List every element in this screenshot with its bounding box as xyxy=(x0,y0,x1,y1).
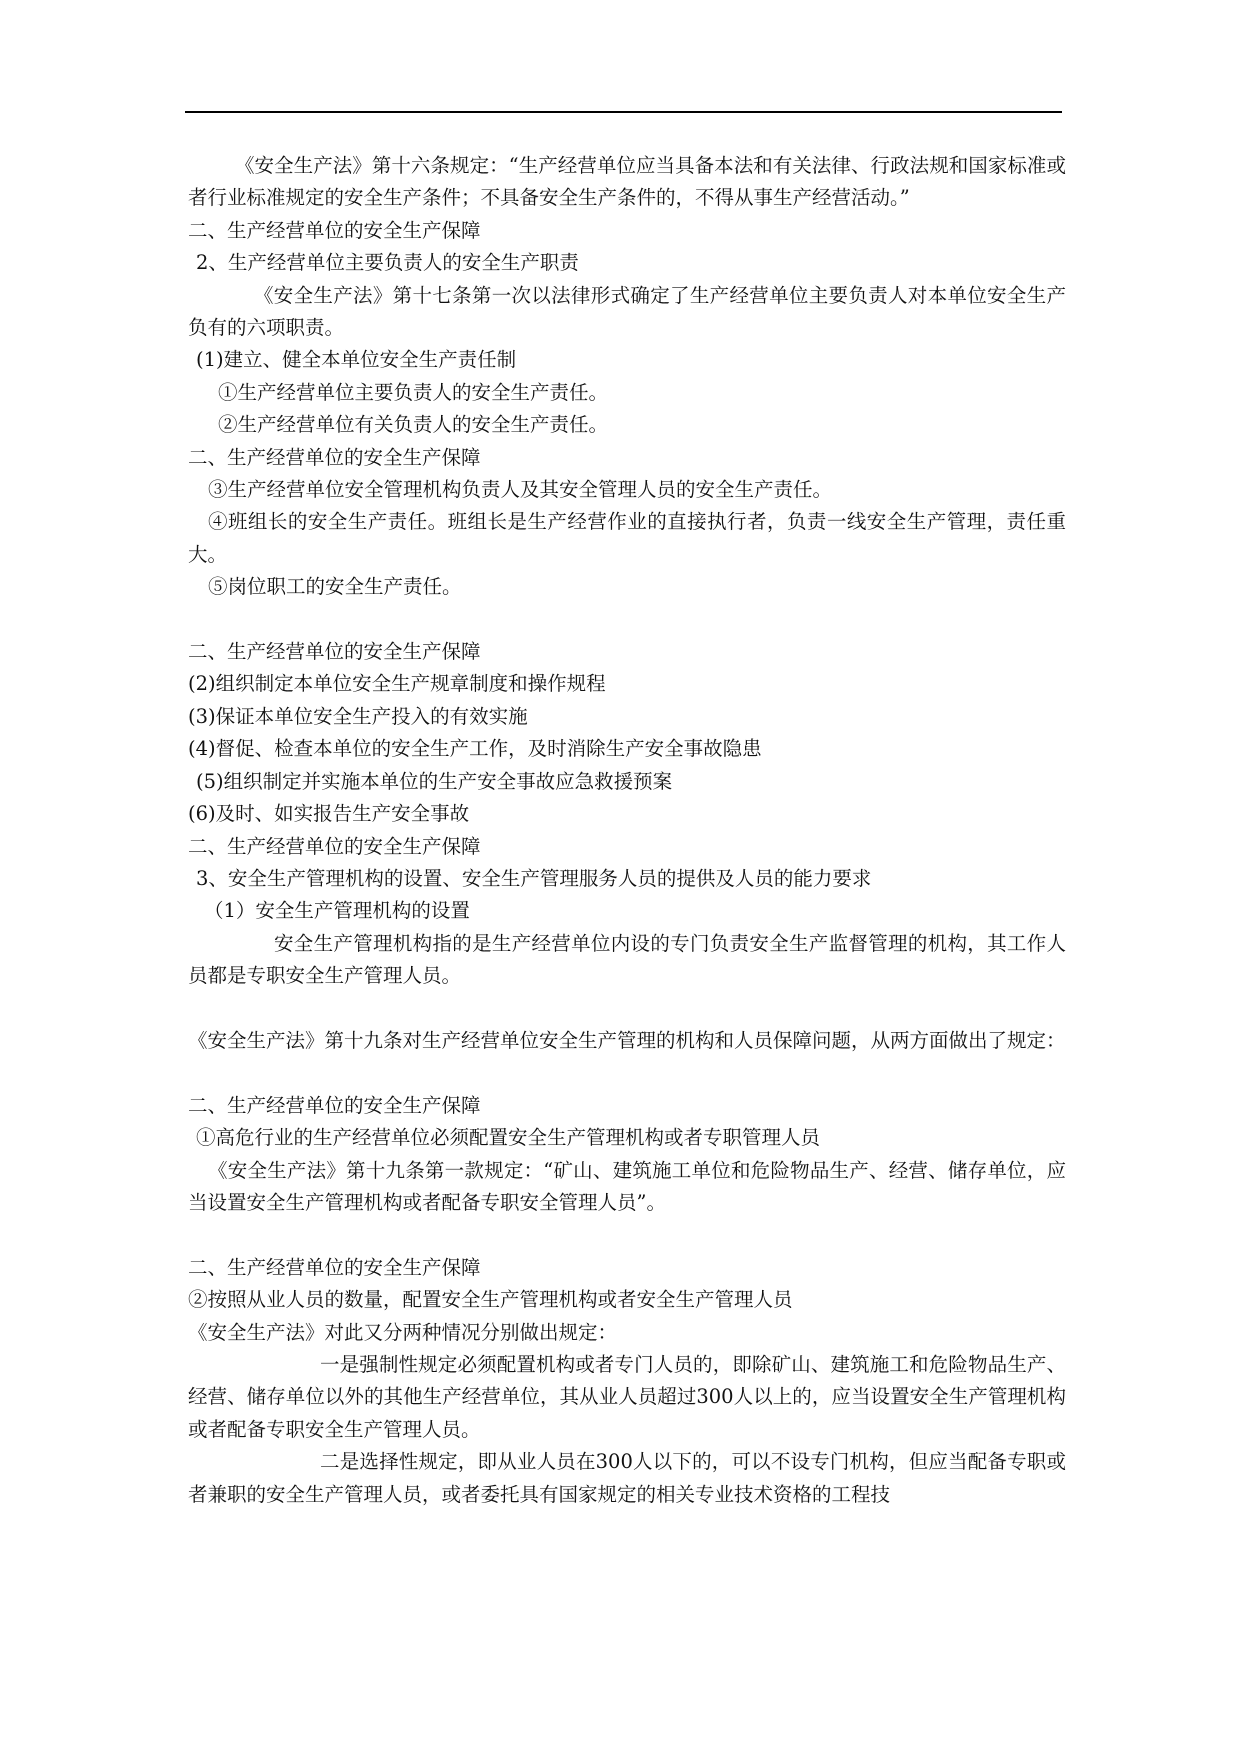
paragraph: ③生产经营单位安全管理机构负责人及其安全管理人员的安全生产责任。 xyxy=(208,478,833,502)
blank-line xyxy=(188,993,1066,1025)
paragraph: 安全生产管理机构指的是生产经营单位内设的专门负责安全生产监督管理的机构，其工作人员都是专职安全生产管理人员。 xyxy=(188,931,1066,988)
paragraph: ⑤岗位职工的安全生产责任。 xyxy=(208,575,462,599)
paragraph: 一是强制性规定必须配置机构或者专门人员的，即除矿山、建筑施工和危险物品生产、经营、储存单位以外的其他生产经营单位，其从业人员超过300人以上的，应当设置安全生产管理机构或者配备专职安全生产管理人员。 xyxy=(188,1352,1066,1441)
blank-line xyxy=(188,1057,1066,1089)
paragraph: （1）安全生产管理机构的设置 xyxy=(204,899,470,923)
paragraph: 《安全生产法》第十九条第一款规定：“矿山、建筑施工单位和危险物品生产、经营、储存单位，应当设置安全生产管理机构或者配备专职安全管理人员”。 xyxy=(188,1158,1066,1214)
paragraph: ①高危行业的生产经营单位必须配置安全生产管理机构或者专职管理人员 xyxy=(196,1126,821,1150)
paragraph: 《安全生产法》第十七条第一次以法律形式确定了生产经营单位主要负责人对本单位安全生产负有的六项职责。 xyxy=(188,283,1066,340)
paragraph: 二、生产经营单位的安全生产保障 xyxy=(188,445,481,469)
paragraph: 二、生产经营单位的安全生产保障 xyxy=(188,1093,481,1117)
paragraph: (5)组织制定并实施本单位的生产安全事故应急救援预案 xyxy=(196,769,673,793)
paragraph: 二、生产经营单位的安全生产保障 xyxy=(188,640,481,664)
paragraph: 二、生产经营单位的安全生产保障 xyxy=(188,1255,481,1279)
paragraph: 《安全生产法》第十九条对生产经营单位安全生产管理的机构和人员保障问题，从两方面做出了规定： xyxy=(188,1028,1066,1052)
header-rule xyxy=(185,111,1062,113)
paragraph: (4)督促、检查本单位的安全生产工作，及时消除生产安全事故隐患 xyxy=(188,737,762,761)
paragraph: 二、生产经营单位的安全生产保障 xyxy=(188,218,481,242)
paragraph: ②生产经营单位有关负责人的安全生产责任。 xyxy=(218,413,609,437)
paragraph: (2)组织制定本单位安全生产规章制度和操作规程 xyxy=(188,672,606,696)
paragraph: (6)及时、如实报告生产安全事故 xyxy=(188,802,470,826)
document-body xyxy=(188,150,1066,1511)
paragraph: 《安全生产法》第十六条规定：“生产经营单位应当具备本法和有关法律、行政法规和国家标准或者行业标准规定的安全生产条件；不具备安全生产条件的，不得从事生产经营活动。” xyxy=(188,154,1066,210)
paragraph: 《安全生产法》对此又分两种情况分别做出规定： xyxy=(188,1320,618,1344)
paragraph: 3、安全生产管理机构的设置、安全生产管理服务人员的提供及人员的能力要求 xyxy=(196,866,872,890)
paragraph: ①生产经营单位主要负责人的安全生产责任。 xyxy=(218,380,609,404)
paragraph: ④班组长的安全生产责任。班组长是生产经营作业的直接执行者，负责一线安全生产管理，责任重大。 xyxy=(188,510,1066,566)
blank-line xyxy=(188,1219,1066,1251)
paragraph: 二是选择性规定，即从业人员在300人以下的，可以不设专门机构，但应当配备专职或者兼职的安全生产管理人员，或者委托具有国家规定的相关专业技术资格的工程技 xyxy=(188,1450,1066,1506)
paragraph: (1)建立、健全本单位安全生产责任制 xyxy=(196,348,517,372)
paragraph: 2、生产经营单位主要负责人的安全生产职责 xyxy=(196,251,579,275)
paragraph: (3)保证本单位安全生产投入的有效实施 xyxy=(188,704,528,728)
paragraph: ②按照从业人员的数量，配置安全生产管理机构或者安全生产管理人员 xyxy=(188,1288,793,1312)
paragraph: 二、生产经营单位的安全生产保障 xyxy=(188,834,481,858)
blank-line xyxy=(188,604,1066,636)
